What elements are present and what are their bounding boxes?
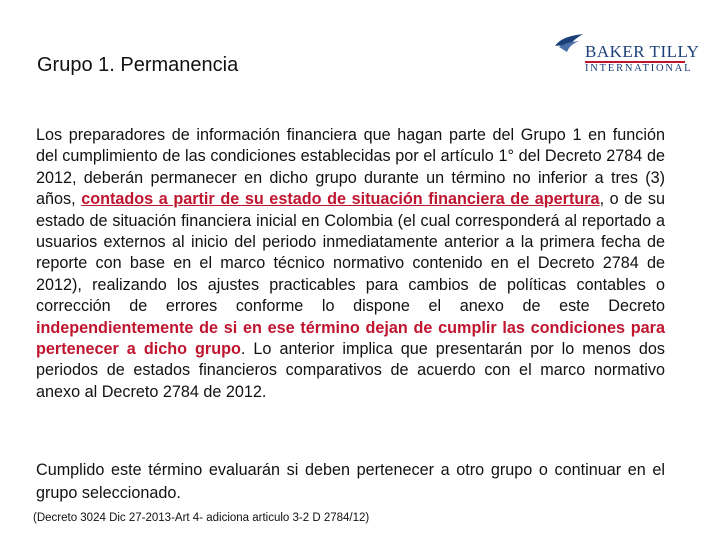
- paragraph-text-1: Los preparadores de información financiera que hagan parte del Grupo 1 en función del cumplimiento de las condiciones establecidas por el artículo 1° del Decreto 2784 de 2012, deberán permanecer en dicho grupo durante un término no inferior a tres (3) años,: [36, 126, 665, 209]
- baker-tilly-logo: [553, 32, 700, 77]
- bird-logo-icon: [553, 32, 587, 56]
- paragraph-text-3: . Lo anterior implica que presentarán por lo menos dos periodos de estados financieros comparativos de acuerdo con el marco normativo anexo al Decreto 2784 de 2012.: [36, 340, 665, 401]
- paragraph-text-2: , o de su estado de situación financiera inicial en Colombia (el cual corresponderá al reportado a usuarios externos al inicio del periodo inmediatamente anterior a la primera fecha de reporte con base en el marco técnico normativo contenido en el Decreto 2784 de 2012), realizando los ajustes practicables para cambios de políticas contables o corrección de errores conforme lo dispone el anexo de este Decreto: [36, 190, 665, 316]
- slide-title: Grupo 1. Permanencia: [37, 54, 239, 76]
- main-paragraph: [36, 125, 665, 403]
- secondary-paragraph: Cumplido este término evaluarán si deben pertenecer a otro grupo o continuar en el grupo seleccionado.: [36, 461, 665, 502]
- emphasis-underlined: contados a partir de su estado de situación financiera de apertura: [81, 190, 600, 209]
- legal-reference-footnote: (Decreto 3024 Dic 27-2013-Art 4- adiciona articulo 3-2 D 2784/12): [33, 512, 370, 524]
- logo-brand-subtitle: INTERNATIONAL: [585, 63, 693, 74]
- logo-brand-name: BAKER TILLY: [585, 42, 700, 61]
- emphasis-bold: independientemente de si en ese término dejan de cumplir las condiciones para pertenecer a dicho grupo: [36, 318, 665, 359]
